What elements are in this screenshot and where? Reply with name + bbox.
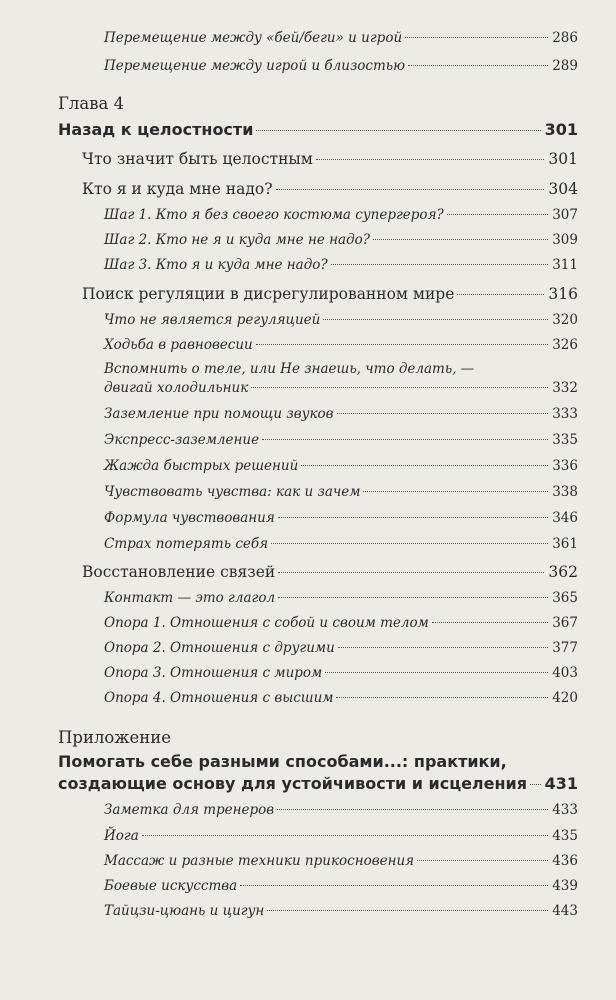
entry-page: 361 — [552, 536, 578, 552]
entry-title: Кто я и куда мне надо? — [82, 180, 273, 198]
toc-entry — [104, 484, 578, 500]
dot-leader — [363, 491, 548, 492]
dot-leader — [262, 439, 548, 440]
dot-leader — [338, 647, 548, 648]
entry-title: Жажда быстрых решений — [104, 458, 299, 474]
dot-leader — [276, 189, 545, 190]
toc-entry — [104, 337, 578, 353]
entry-page: 403 — [552, 665, 578, 681]
entry-title: Тайцзи-цюань и цигун — [104, 903, 265, 919]
entry-page: 311 — [552, 257, 578, 273]
entry-page: 304 — [548, 180, 578, 198]
entry-title: Шаг 3. Кто я и куда мне надо? — [104, 257, 328, 273]
entry-page: 320 — [552, 312, 578, 328]
entry-title: Перемещение между «бей/беги» и игрой — [104, 30, 403, 46]
chapter-title-entry — [58, 120, 578, 139]
chapter-title: Назад к целостности — [58, 120, 254, 139]
entry-title: Йога — [104, 828, 139, 844]
entry-title: Формула чувствования — [104, 510, 275, 526]
toc-entry — [104, 432, 578, 448]
chapter-label: Глава 4 — [58, 94, 125, 113]
toc-entry — [104, 802, 578, 818]
entry-title: Заземление при помощи звуков — [104, 406, 334, 422]
dot-leader — [240, 885, 548, 886]
toc-entry — [104, 828, 578, 844]
toc-entry — [82, 150, 578, 168]
dot-leader — [256, 344, 548, 345]
entry-page: 338 — [552, 484, 578, 500]
appendix-title-line1: Помогать себе разными способами...: практики, — [58, 752, 507, 771]
entry-title: Контакт — это глагол — [104, 590, 276, 606]
toc-entry — [104, 257, 578, 273]
entry-title: Что значит быть целостным — [82, 150, 313, 168]
entry-title: Опора 3. Отношения с миром — [104, 665, 323, 681]
entry-page: 435 — [552, 828, 578, 844]
dot-leader — [251, 387, 548, 388]
appendix-title-line2: создающие основу для устойчивости и исцеления — [58, 774, 528, 793]
entry-page: 377 — [552, 640, 578, 656]
entry-title: Ходьба в равновесии — [104, 337, 253, 353]
entry-page: 443 — [552, 903, 578, 919]
toc-entry — [104, 406, 578, 422]
dot-leader — [267, 910, 548, 911]
dot-leader — [278, 517, 548, 518]
dot-leader — [277, 809, 548, 810]
toc-entry — [104, 590, 578, 606]
entry-page: 309 — [552, 232, 578, 248]
toc-entry — [104, 58, 578, 74]
entry-page: 301 — [544, 120, 578, 139]
dot-leader — [316, 159, 545, 160]
toc-entry — [104, 312, 578, 328]
dot-leader — [336, 697, 548, 698]
entry-page: 336 — [552, 458, 578, 474]
entry-title: Экспресс-заземление — [104, 432, 260, 448]
toc-entry — [104, 903, 578, 919]
toc-entry — [82, 180, 578, 198]
dot-leader — [278, 597, 548, 598]
entry-page: 286 — [552, 30, 578, 46]
dot-leader — [432, 622, 548, 623]
dot-leader — [457, 294, 544, 295]
dot-leader — [447, 214, 548, 215]
entry-title: Опора 1. Отношения с собой и своим телом — [104, 615, 429, 631]
entry-page: 439 — [552, 878, 578, 894]
entry-title: Что не является регуляцией — [104, 312, 321, 328]
entry-title: Шаг 1. Кто я без своего костюма супергероя? — [104, 207, 444, 223]
toc-entry — [104, 458, 578, 474]
dot-leader — [256, 130, 540, 131]
entry-page: 301 — [548, 150, 578, 168]
entry-page: 433 — [552, 802, 578, 818]
toc-entry — [104, 665, 578, 681]
entry-page: 365 — [552, 590, 578, 606]
dot-leader — [301, 465, 548, 466]
entry-title: Шаг 2. Кто не я и куда мне не надо? — [104, 232, 370, 248]
dot-leader — [278, 572, 544, 573]
entry-title: Заметка для тренеров — [104, 802, 275, 818]
toc-entry — [104, 853, 578, 869]
entry-title-line1: Вспомнить о теле, или Не знаешь, что делать, — — [104, 361, 475, 377]
entry-page: 367 — [552, 615, 578, 631]
entry-title: Опора 4. Отношения с высшим — [104, 690, 334, 706]
dot-leader — [373, 239, 548, 240]
appendix-title-entry — [58, 774, 578, 793]
toc-entry — [104, 878, 578, 894]
dot-leader — [417, 860, 548, 861]
dot-leader — [408, 65, 548, 66]
entry-page: 346 — [552, 510, 578, 526]
entry-page: 307 — [552, 207, 578, 223]
entry-page: 335 — [552, 432, 578, 448]
dot-leader — [323, 319, 548, 320]
entry-title: Боевые искусства — [104, 878, 238, 894]
entry-page: 289 — [552, 58, 578, 74]
entry-title: Поиск регуляции в дисрегулированном мире — [82, 285, 455, 303]
toc-entry — [104, 690, 578, 706]
entry-page: 333 — [552, 406, 578, 422]
entry-page: 431 — [544, 774, 578, 793]
entry-title: Восстановление связей — [82, 563, 276, 581]
entry-page: 326 — [552, 337, 578, 353]
toc-entry — [104, 640, 578, 656]
entry-page: 420 — [552, 690, 578, 706]
dot-leader — [337, 413, 549, 414]
dot-leader — [325, 672, 548, 673]
toc-entry — [104, 615, 578, 631]
toc-entry — [104, 207, 578, 223]
dot-leader — [331, 264, 549, 265]
entry-title: Массаж и разные техники прикосновения — [104, 853, 415, 869]
toc-entry — [104, 536, 578, 552]
entry-title-line2: двигай холодильник — [104, 380, 249, 396]
dot-leader — [530, 784, 541, 785]
entry-title: Перемещение между игрой и близостью — [104, 58, 406, 74]
entry-title: Чувствовать чувства: как и зачем — [104, 484, 361, 500]
toc-entry — [104, 510, 578, 526]
entry-page: 316 — [548, 285, 578, 303]
toc-entry — [104, 380, 578, 396]
toc-entry — [104, 30, 578, 46]
entry-page: 436 — [552, 853, 578, 869]
toc-entry — [82, 563, 578, 581]
entry-page: 362 — [548, 563, 578, 581]
entry-page: 332 — [552, 380, 578, 396]
toc-entry — [82, 285, 578, 303]
appendix-label: Приложение — [58, 728, 172, 747]
toc-entry — [104, 232, 578, 248]
dot-leader — [271, 543, 548, 544]
dot-leader — [142, 835, 548, 836]
entry-title: Страх потерять себя — [104, 536, 269, 552]
dot-leader — [405, 37, 548, 38]
entry-title: Опора 2. Отношения с другими — [104, 640, 335, 656]
